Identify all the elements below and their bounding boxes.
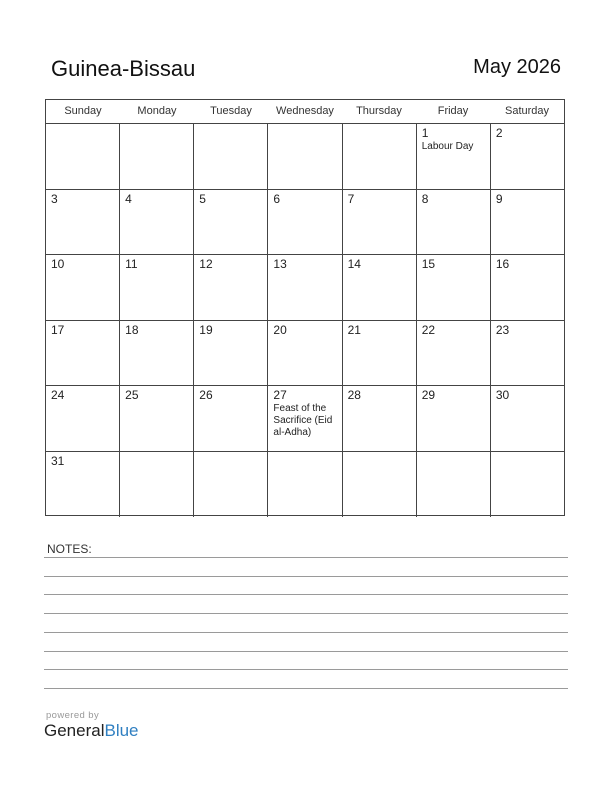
holiday-label: Feast of the Sacrifice (Eid al-Adha) bbox=[273, 403, 333, 438]
day-number: 28 bbox=[347, 388, 361, 402]
day-number: 12 bbox=[199, 257, 213, 271]
weeks-container bbox=[46, 124, 564, 517]
day-cell bbox=[194, 255, 268, 320]
note-line bbox=[44, 651, 568, 652]
weekday-tuesday: Tuesday bbox=[210, 105, 252, 117]
day-cell bbox=[417, 124, 491, 189]
day-cell bbox=[343, 190, 417, 255]
day-cell bbox=[194, 321, 268, 386]
day-number: 20 bbox=[273, 322, 287, 337]
day-cell bbox=[46, 190, 120, 255]
note-line bbox=[44, 557, 568, 558]
day-number: 4 bbox=[125, 191, 132, 206]
day-number: 6 bbox=[273, 191, 281, 206]
brand-name-general: General bbox=[44, 721, 105, 740]
country-title: Guinea-Bissau bbox=[51, 56, 196, 81]
day-cell bbox=[46, 452, 120, 518]
day-number: 5 bbox=[199, 191, 206, 206]
day-cell bbox=[268, 124, 342, 189]
day-cell bbox=[417, 255, 491, 320]
day-number: 17 bbox=[51, 322, 65, 337]
day-cell bbox=[417, 452, 491, 518]
day-cell bbox=[343, 452, 417, 518]
day-cell bbox=[120, 452, 194, 518]
day-number: 29 bbox=[421, 388, 436, 402]
weekday-header-row bbox=[46, 100, 564, 124]
day-cell bbox=[343, 255, 417, 320]
weekday-monday: Monday bbox=[137, 105, 177, 117]
day-cell bbox=[491, 452, 564, 518]
day-number: 7 bbox=[347, 191, 355, 206]
day-number: 18 bbox=[125, 322, 139, 337]
day-cell bbox=[120, 124, 194, 189]
day-cell bbox=[46, 386, 120, 451]
calendar-week-row bbox=[46, 124, 564, 190]
day-cell bbox=[491, 190, 564, 255]
day-cell bbox=[491, 255, 564, 320]
day-cell bbox=[194, 386, 268, 451]
day-cell bbox=[120, 386, 194, 451]
day-cell bbox=[343, 124, 417, 189]
day-cell bbox=[194, 124, 268, 189]
holiday-label: Labour Day bbox=[421, 141, 474, 152]
day-number: 1 bbox=[421, 126, 429, 140]
day-number: 23 bbox=[495, 322, 510, 337]
day-number: 2 bbox=[495, 126, 503, 140]
day-number: 26 bbox=[199, 388, 213, 402]
day-cell bbox=[491, 124, 564, 189]
note-line bbox=[44, 688, 568, 689]
weekday-wednesday: Wednesday bbox=[276, 105, 334, 117]
day-cell bbox=[194, 190, 268, 255]
day-number: 9 bbox=[495, 191, 503, 206]
day-cell bbox=[120, 255, 194, 320]
weekday-thursday: Thursday bbox=[356, 105, 402, 117]
day-cell bbox=[417, 386, 491, 451]
note-line bbox=[44, 594, 568, 595]
note-line bbox=[44, 669, 568, 670]
day-cell bbox=[120, 190, 194, 255]
day-number: 15 bbox=[421, 257, 436, 271]
calendar-week-row bbox=[46, 190, 564, 256]
day-number: 19 bbox=[199, 322, 213, 337]
day-number: 11 bbox=[125, 257, 138, 271]
month-year-title: May 2026 bbox=[473, 56, 561, 78]
brand-name-blue: Blue bbox=[104, 721, 139, 740]
day-number: 31 bbox=[51, 453, 65, 468]
day-cell bbox=[343, 321, 417, 386]
calendar-week-row bbox=[46, 321, 564, 387]
day-cell bbox=[268, 321, 342, 386]
day-number: 14 bbox=[347, 257, 361, 271]
notes-label: NOTES: bbox=[47, 542, 92, 556]
day-cell bbox=[46, 255, 120, 320]
day-cell bbox=[343, 386, 417, 451]
note-line bbox=[44, 576, 568, 577]
calendar-week-row bbox=[46, 386, 564, 452]
day-number: 13 bbox=[273, 257, 287, 271]
day-number: 3 bbox=[51, 191, 58, 206]
day-cell bbox=[46, 321, 120, 386]
day-cell bbox=[120, 321, 194, 386]
calendar-week-row bbox=[46, 255, 564, 321]
brand-logo[interactable] bbox=[44, 721, 139, 741]
calendar-grid bbox=[45, 99, 565, 516]
day-cell bbox=[491, 321, 564, 386]
day-cell bbox=[268, 190, 342, 255]
day-cell bbox=[417, 190, 491, 255]
day-number: 25 bbox=[125, 388, 139, 402]
note-line bbox=[44, 632, 568, 633]
day-cell bbox=[417, 321, 491, 386]
weekday-sunday: Sunday bbox=[64, 105, 102, 117]
day-number: 27 bbox=[273, 388, 287, 402]
powered-by-text: powered by bbox=[46, 710, 100, 721]
day-cell bbox=[491, 386, 564, 451]
weekday-saturday: Saturday bbox=[504, 105, 550, 117]
day-number: 8 bbox=[421, 191, 429, 206]
day-cell bbox=[268, 452, 342, 518]
day-cell bbox=[194, 452, 268, 518]
day-cell bbox=[268, 386, 342, 451]
day-number: 24 bbox=[51, 388, 65, 402]
day-cell bbox=[46, 124, 120, 189]
day-number: 10 bbox=[51, 257, 65, 271]
day-cell bbox=[268, 255, 342, 320]
calendar-week-row bbox=[46, 452, 564, 518]
day-number: 21 bbox=[347, 322, 361, 337]
day-number: 22 bbox=[421, 322, 436, 337]
day-number: 30 bbox=[495, 388, 510, 402]
weekday-friday: Friday bbox=[437, 105, 469, 117]
note-line bbox=[44, 613, 568, 614]
day-number: 16 bbox=[495, 257, 510, 271]
